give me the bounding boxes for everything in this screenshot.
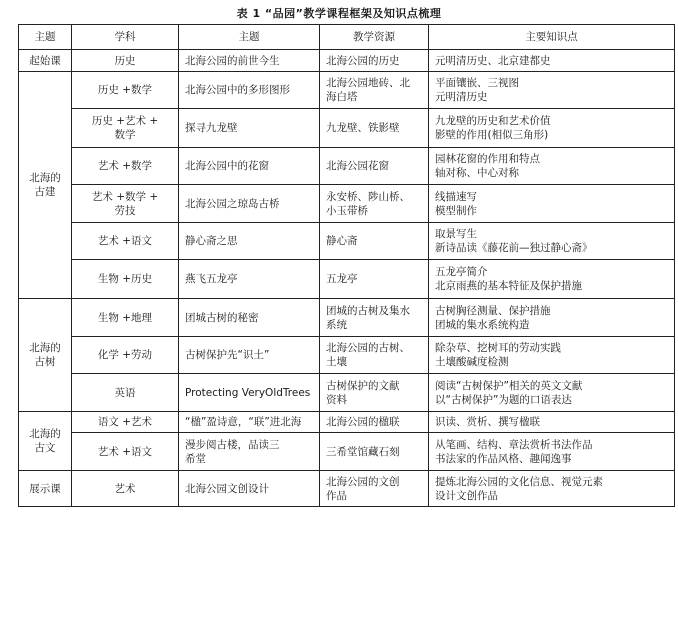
topic-cell <box>179 148 320 185</box>
table-row <box>19 337 675 374</box>
table-row <box>19 433 675 471</box>
subject-line: 艺术 +数学 <box>97 160 153 172</box>
subject-line: 历史 +艺术 + <box>91 115 159 127</box>
knowledge-line: 模型制作 <box>435 204 477 217</box>
topic-line: “楹”盈诗意，“联”进北海 <box>185 416 302 428</box>
topic-line: 古树保护先“识土” <box>185 349 270 361</box>
subject-line: 历史 <box>114 54 136 67</box>
resource-line: 作品 <box>326 489 347 502</box>
resource-line: 九龙壁、铁影壁 <box>326 122 400 134</box>
header-subject: 学科 <box>72 25 179 50</box>
table-row <box>19 412 675 433</box>
subject-cell <box>72 109 179 148</box>
topic-line: 希堂 <box>185 452 206 465</box>
knowledge-line: 设计文创作品 <box>435 489 498 502</box>
topic-cell <box>179 412 320 433</box>
knowledge-cell <box>429 374 675 412</box>
topic-line: 静心斋之思 <box>185 235 238 247</box>
table-row <box>19 260 675 299</box>
topic-line: 北海公园之琼岛古桥 <box>185 197 280 210</box>
theme-cell <box>19 412 72 471</box>
resource-line: 小玉带桥 <box>326 204 368 217</box>
knowledge-line: 北京雨燕的基本特征及保护措施 <box>435 280 582 292</box>
topic-line: 漫步阅古楼，品读三 <box>185 438 280 451</box>
theme-text: 北海的古树 <box>29 342 61 368</box>
topic-line: 北海公园中的多形图形 <box>185 84 290 96</box>
subject-cell <box>72 148 179 185</box>
curriculum-table <box>18 24 675 507</box>
theme-cell <box>19 50 72 72</box>
knowledge-line: 取景写生 <box>435 228 477 240</box>
subject-cell <box>72 260 179 299</box>
resource-line: 北海公园花窗 <box>326 160 389 172</box>
subject-line: 语文 +艺术 <box>97 416 153 428</box>
resource-line: 永安桥、陟山桥、 <box>326 190 410 203</box>
topic-cell <box>179 109 320 148</box>
subject-cell <box>72 412 179 433</box>
knowledge-cell <box>429 337 675 374</box>
topic-cell <box>179 260 320 299</box>
subject-line: 生物 +历史 <box>97 273 153 285</box>
resource-line: 静心斋 <box>326 235 358 247</box>
resource-line: 资料 <box>326 393 347 406</box>
table-row <box>19 72 675 109</box>
knowledge-cell <box>429 148 675 185</box>
resource-cell <box>320 72 429 109</box>
knowledge-line: 平面镶嵌、三视图 <box>435 77 519 89</box>
table-row <box>19 148 675 185</box>
theme-cell <box>19 299 72 412</box>
knowledge-line: 线描速写 <box>435 190 477 203</box>
knowledge-cell <box>429 109 675 148</box>
table-row <box>19 50 675 72</box>
topic-line: 北海公园中的花窗 <box>185 160 269 172</box>
table-row <box>19 471 675 507</box>
topic-cell <box>179 433 320 471</box>
knowledge-line: 影壁的作用(相似三角形) <box>435 129 549 141</box>
resource-line: 系统 <box>326 318 347 331</box>
topic-line: Protecting VeryOldTrees <box>185 386 311 399</box>
knowledge-line: 轴对称、中心对称 <box>435 167 519 179</box>
theme-cell <box>19 471 72 507</box>
subject-line: 艺术 <box>114 482 136 495</box>
subject-cell <box>72 185 179 223</box>
knowledge-line: 古树胸径测量、保护措施 <box>435 304 551 317</box>
resource-line: 团城的古树及集水 <box>326 304 410 317</box>
table-row <box>19 109 675 148</box>
knowledge-line: 新诗品读《藤花前—独过静心斋》 <box>435 242 593 254</box>
header-knowledge: 主要知识点 <box>429 25 675 50</box>
resource-cell <box>320 260 429 299</box>
theme-cell <box>19 72 72 299</box>
topic-cell <box>179 471 320 507</box>
resource-cell <box>320 223 429 260</box>
resource-cell <box>320 50 429 72</box>
theme-text: 起始课 <box>29 54 61 67</box>
topic-cell <box>179 72 320 109</box>
resource-line: 三希堂馆藏石刻 <box>326 445 400 458</box>
topic-line: 燕飞五龙亭 <box>185 273 238 285</box>
header-topic: 主题 <box>179 25 320 50</box>
resource-line: 海白塔 <box>326 91 358 103</box>
knowledge-cell <box>429 471 675 507</box>
header-resource: 教学资源 <box>320 25 429 50</box>
topic-line: 北海公园的前世今生 <box>185 54 280 67</box>
resource-line: 北海公园地砖、北 <box>326 77 410 89</box>
knowledge-line: 识读、赏析、撰写楹联 <box>435 416 540 428</box>
resource-line: 土壤 <box>326 356 347 368</box>
resource-line: 五龙亭 <box>326 273 358 285</box>
knowledge-line: 九龙壁的历史和艺术价值 <box>435 115 551 127</box>
resource-cell <box>320 471 429 507</box>
knowledge-line: 团城的集水系统构造 <box>435 318 530 331</box>
knowledge-cell <box>429 185 675 223</box>
topic-line: 团城古树的秘密 <box>185 311 259 324</box>
header-row <box>19 25 675 50</box>
resource-cell <box>320 299 429 337</box>
subject-cell <box>72 223 179 260</box>
resource-cell <box>320 374 429 412</box>
table-body <box>19 50 675 507</box>
subject-line: 英语 <box>114 386 136 399</box>
topic-cell <box>179 299 320 337</box>
subject-cell <box>72 50 179 72</box>
knowledge-line: 元明清历史、北京建都史 <box>435 54 551 67</box>
subject-line: 艺术 +语文 <box>97 235 153 247</box>
resource-line: 北海公园的楹联 <box>326 416 400 428</box>
knowledge-line: 除杂草、挖树耳的劳动实践 <box>435 342 561 354</box>
subject-cell <box>72 374 179 412</box>
theme-text: 展示课 <box>29 482 61 495</box>
resource-cell <box>320 433 429 471</box>
knowledge-line: 以“古树保护”为题的口语表达 <box>435 393 572 406</box>
subject-line: 艺术 +数学 + <box>91 190 159 203</box>
topic-cell <box>179 185 320 223</box>
subject-cell <box>72 299 179 337</box>
knowledge-cell <box>429 50 675 72</box>
resource-cell <box>320 148 429 185</box>
knowledge-line: 提炼北海公园的文化信息、视觉元素 <box>435 475 603 488</box>
resource-line: 北海公园的古树、 <box>326 342 410 354</box>
knowledge-line: 从笔画、结构、章法赏析书法作品 <box>435 438 593 451</box>
knowledge-line: 阅读“古树保护”相关的英文文献 <box>435 379 583 392</box>
knowledge-cell <box>429 299 675 337</box>
table-row <box>19 299 675 337</box>
topic-cell <box>179 337 320 374</box>
subject-line: 劳技 <box>114 204 136 217</box>
topic-cell <box>179 374 320 412</box>
knowledge-line: 元明清历史 <box>435 91 488 103</box>
topic-line: 探寻九龙壁 <box>185 122 238 134</box>
knowledge-cell <box>429 72 675 109</box>
theme-text: 北海的古文 <box>29 428 61 454</box>
knowledge-line: 园林花窗的作用和特点 <box>435 153 540 165</box>
table-caption: 表 1 “品园”教学课程框架及知识点梳理 <box>236 7 442 20</box>
knowledge-line: 书法家的作品风格、趣闻逸事 <box>435 452 572 465</box>
resource-cell <box>320 185 429 223</box>
theme-text: 北海的古建 <box>29 172 61 198</box>
subject-line: 生物 +地理 <box>97 311 153 324</box>
resource-line: 北海公园的历史 <box>326 54 400 67</box>
knowledge-cell <box>429 412 675 433</box>
knowledge-cell <box>429 260 675 299</box>
topic-line: 北海公园文创设计 <box>185 482 269 495</box>
knowledge-cell <box>429 433 675 471</box>
resource-line: 北海公园的文创 <box>326 475 400 488</box>
table-row <box>19 185 675 223</box>
table-row <box>19 223 675 260</box>
topic-cell <box>179 223 320 260</box>
resource-cell <box>320 109 429 148</box>
knowledge-line: 土壤酸碱度检测 <box>435 356 509 368</box>
subject-cell <box>72 337 179 374</box>
subject-line: 数学 <box>114 129 136 141</box>
resource-cell <box>320 337 429 374</box>
topic-cell <box>179 50 320 72</box>
subject-line: 历史 +数学 <box>97 84 153 96</box>
knowledge-line: 五龙亭简介 <box>435 266 488 278</box>
subject-cell <box>72 471 179 507</box>
subject-line: 艺术 +语文 <box>97 445 153 458</box>
subject-line: 化学 +劳动 <box>97 349 153 361</box>
resource-line: 古树保护的文献 <box>326 379 400 392</box>
subject-cell <box>72 72 179 109</box>
table-row <box>19 374 675 412</box>
subject-cell <box>72 433 179 471</box>
knowledge-cell <box>429 223 675 260</box>
header-theme: 主题 <box>19 25 72 50</box>
resource-cell <box>320 412 429 433</box>
